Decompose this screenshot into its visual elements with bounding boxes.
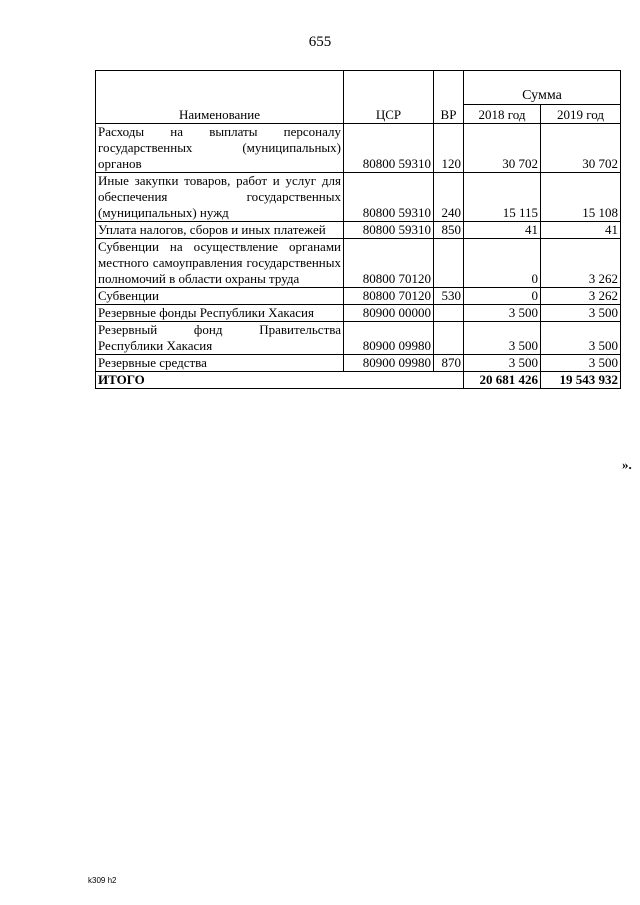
header-name: Наименование [96, 71, 344, 124]
table-row [96, 305, 621, 322]
closing-quote: ». [622, 457, 632, 472]
row-sum-2019: 3 500 [541, 305, 621, 322]
row-sum-2018: 3 500 [464, 355, 541, 372]
header-vr: ВР [434, 71, 464, 124]
total-sum-2018: 20 681 426 [464, 372, 541, 389]
row-vr [434, 305, 464, 322]
row-vr: 530 [434, 288, 464, 305]
row-sum-2018: 0 [464, 288, 541, 305]
row-csr: 80800 59310 [344, 124, 434, 173]
row-sum-2018: 0 [464, 239, 541, 288]
row-csr: 80900 09980 [344, 355, 434, 372]
table-row [96, 173, 621, 222]
total-row [96, 372, 621, 389]
row-sum-2018: 3 500 [464, 322, 541, 355]
header-sum: Сумма [464, 71, 621, 105]
table-header-row [96, 71, 621, 105]
row-name: Резервный фонд Правительства Республики Хакасия [96, 322, 344, 355]
table-row [96, 355, 621, 372]
table-row [96, 124, 621, 173]
row-vr: 850 [434, 222, 464, 239]
row-sum-2018: 30 702 [464, 124, 541, 173]
budget-table [95, 70, 621, 389]
row-name: Субвенции [96, 288, 344, 305]
row-sum-2019: 3 262 [541, 288, 621, 305]
row-sum-2019: 15 108 [541, 173, 621, 222]
header-csr: ЦСР [344, 71, 434, 124]
row-csr: 80900 09980 [344, 322, 434, 355]
row-sum-2019: 41 [541, 222, 621, 239]
row-sum-2019: 30 702 [541, 124, 621, 173]
row-csr: 80800 70120 [344, 239, 434, 288]
row-sum-2018: 41 [464, 222, 541, 239]
row-sum-2018: 15 115 [464, 173, 541, 222]
row-vr: 870 [434, 355, 464, 372]
row-sum-2019: 3 262 [541, 239, 621, 288]
row-vr [434, 239, 464, 288]
total-label: ИТОГО [96, 372, 464, 389]
row-name: Иные закупки товаров, работ и услуг для обеспечения государственных (муниципальных) нужд [96, 173, 344, 222]
header-year-2019: 2019 год [541, 104, 621, 123]
table-row [96, 288, 621, 305]
row-name: Расходы на выплаты персоналу государственных (муниципальных) органов [96, 124, 344, 173]
page-number: 655 [308, 34, 332, 50]
row-sum-2019: 3 500 [541, 355, 621, 372]
row-csr: 80800 70120 [344, 288, 434, 305]
row-sum-2019: 3 500 [541, 322, 621, 355]
total-sum-2019: 19 543 932 [541, 372, 621, 389]
table-row [96, 239, 621, 288]
row-vr [434, 322, 464, 355]
row-sum-2018: 3 500 [464, 305, 541, 322]
row-csr: 80800 59310 [344, 173, 434, 222]
table-row [96, 222, 621, 239]
row-name: Резервные фонды Республики Хакасия [96, 305, 344, 322]
row-csr: 80900 00000 [344, 305, 434, 322]
row-vr: 240 [434, 173, 464, 222]
header-year-2018: 2018 год [464, 104, 541, 123]
row-name: Резервные средства [96, 355, 344, 372]
row-vr: 120 [434, 124, 464, 173]
row-csr: 80800 59310 [344, 222, 434, 239]
table-row [96, 322, 621, 355]
row-name: Уплата налогов, сборов и иных платежей [96, 222, 344, 239]
row-name: Субвенции на осуществление органами местного самоуправления государственных полномочий в области охраны труда [96, 239, 344, 288]
footer-code: k309 h2 [88, 876, 117, 885]
